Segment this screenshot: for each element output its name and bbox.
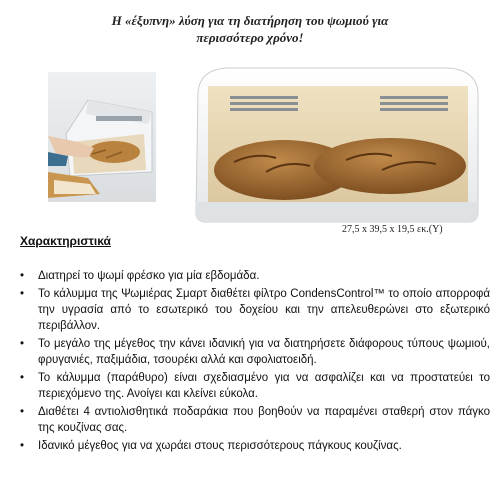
list-item	[18, 336, 490, 368]
headline	[40, 12, 460, 46]
list-item	[18, 404, 490, 436]
bullet-icon: •	[20, 338, 25, 350]
feature-text: Το μεγάλο της μέγεθος την κάνει ιδανική για να διατηρήσετε διάφορους τύπους ψωμιού, φρυγανιές, παξιμάδια, τσουρέκι αλλά και σφολιατοειδή.	[38, 338, 490, 366]
list-item	[18, 268, 490, 284]
bullet-icon: •	[20, 270, 25, 282]
feature-text: Το κάλυμμα (παράθυρο) είναι σχεδιασμένο για να ασφαλίζει και να προστατεύει το περιεχόμενο της. Ανοίγει και κλείνει εύκολα.	[38, 372, 490, 400]
bread-box-product-photo	[186, 62, 484, 224]
list-item	[18, 438, 490, 454]
product-dimensions: 27,5 x 39,5 x 19,5 εκ.(Υ)	[342, 224, 443, 235]
feature-text: Διαθέτει 4 αντιολισθητικά ποδαράκια που βοηθούν να παραμένει σταθερή στον πάγκο της κουζίνας σας.	[38, 406, 490, 434]
headline-line-2: περισσότερο χρόνο!	[196, 30, 304, 45]
bread-box-in-use-photo	[48, 72, 156, 202]
bullet-icon: •	[20, 406, 25, 418]
features-list	[18, 268, 490, 456]
bullet-icon: •	[20, 440, 25, 452]
headline-line-1: Η «έξυπνη» λύση για τη διατήρηση του ψωμιού για	[111, 13, 389, 28]
list-item	[18, 370, 490, 402]
feature-text: Το κάλυμμα της Ψωμιέρας Σμαρτ διαθέτει φίλτρο CondensControl™ το οποίο απορροφά την υγρασία από το εσωτερικό του δοχείου και την απελευθερώνει στο εξωτερικό περιβάλλον.	[38, 288, 490, 332]
features-heading: Χαρακτηριστικά	[20, 234, 111, 248]
bullet-icon: •	[20, 288, 25, 300]
bullet-icon: •	[20, 372, 25, 384]
feature-text: Διατηρεί το ψωμί φρέσκο για μία εβδομάδα.	[38, 270, 260, 282]
feature-text: Ιδανικό μέγεθος για να χωράει στους περισσότερους πάγκους κουζίνας.	[38, 440, 402, 452]
list-item	[18, 286, 490, 334]
